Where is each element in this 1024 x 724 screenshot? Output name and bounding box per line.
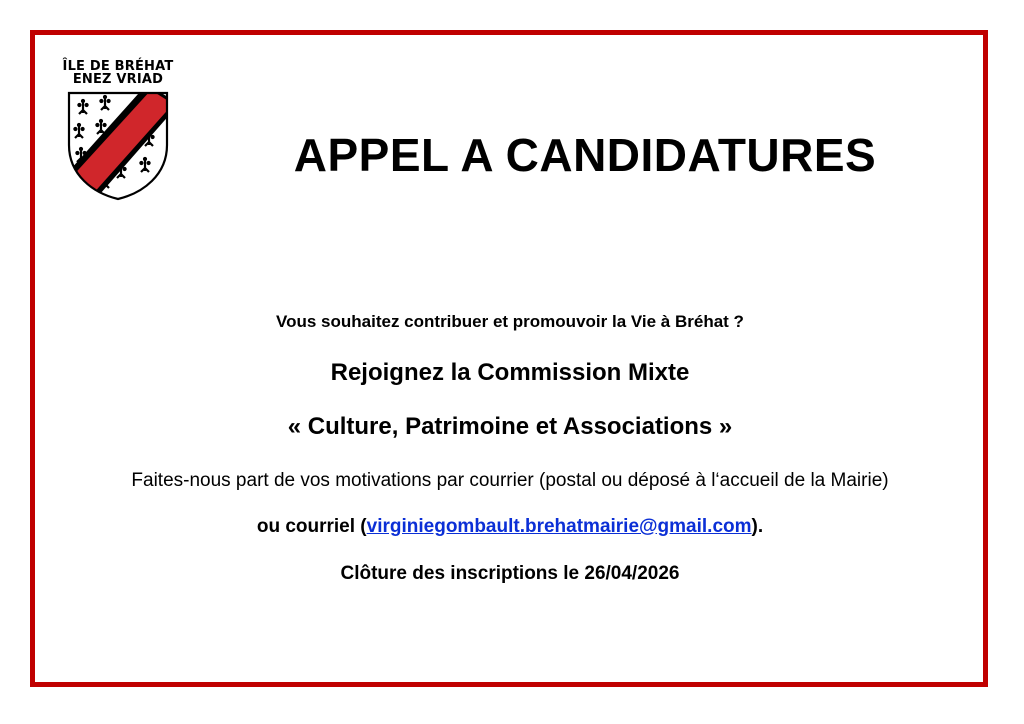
join-text: Rejoignez la Commission Mixte — [330, 359, 690, 386]
logo-line1: ÎLE DE BRÉHAT — [62, 59, 174, 74]
brehat-logo — [56, 60, 180, 202]
ermine-shield-icon — [65, 90, 171, 202]
commission-name: « Culture, Patrimoine et Associations » — [287, 413, 733, 440]
motivations-text: Faites-nous part de vos motivations par courrier (postal ou déposé à l‘accueil de la Mairie) — [131, 470, 889, 491]
question-text: Vous souhaitez contribuer et promouvoir la Vie à Bréhat ? — [276, 312, 744, 331]
email-link[interactable]: virginiegombault.brehatmairie@gmail.com — [366, 516, 752, 537]
page-title: APPEL A CANDIDATURES — [293, 129, 877, 181]
email-prefix: ou courriel ( — [256, 516, 367, 537]
deadline-text: Clôture des inscriptions le 26/04/2026 — [340, 563, 680, 584]
email-line — [36, 516, 984, 538]
logo-line2: ENEZ VRIAD — [72, 72, 164, 87]
email-suffix: ). — [751, 516, 764, 537]
